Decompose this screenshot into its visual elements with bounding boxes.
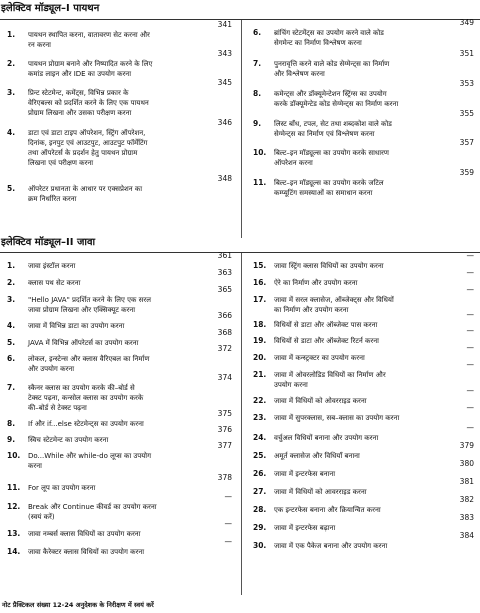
entry-number: 20.	[253, 353, 267, 362]
column-divider	[241, 20, 242, 238]
entry-text: "Hello JAVA" प्रदर्शित करने के लिए एक सरल जावा प्रोग्राम लिखना और एक्सिक्यूट करना	[28, 296, 151, 314]
entry-page: 376	[217, 425, 232, 434]
entry-text: जावा में सरल क्लासेज, ऑब्जेक्ट्स और विधियों का निर्माण और उपयोग करना	[274, 296, 394, 314]
entry-number: 6.	[7, 354, 16, 363]
entry-page: 375	[217, 409, 232, 418]
java-left-column	[0, 253, 238, 595]
entry-text: For लूप का उपयोग करना	[28, 484, 96, 492]
entry-text: पायथन स्थापित करना, वातावरण सेट करना और रन करना	[28, 31, 150, 49]
entry-number: 16.	[253, 278, 267, 287]
section-title: इलेक्टिव मॉड्यूल–I पायथन	[1, 3, 100, 14]
entry-page: 343	[217, 49, 232, 58]
entry-number: 11.	[7, 483, 21, 492]
entry-text: If और if...else स्टेटमेन्ट्स का उपयोग करना	[28, 420, 144, 428]
entry-text: JAVA में विभिन्न ऑपरेटर्स का उपयोग करना	[28, 339, 139, 347]
python-left-column	[0, 20, 238, 238]
entry-text: जावा इंस्टॉल करना	[28, 262, 76, 270]
entry-page: 351	[459, 49, 474, 58]
entry-page: 357	[459, 138, 474, 147]
entry-number: 26.	[253, 469, 267, 478]
entry-text: अमूर्त क्लासेज और विधियाँ बनाना	[274, 452, 360, 460]
entry-page: —	[466, 386, 474, 395]
entry-number: 27.	[253, 487, 267, 496]
entry-page: 346	[217, 118, 232, 127]
entry-text: जावा में विभिन्न डाटा का उपयोग करना	[28, 322, 125, 330]
entry-number: 19.	[253, 336, 267, 345]
entry-page: 384	[459, 531, 474, 540]
entry-page: 374	[217, 373, 232, 382]
entry-number: 28.	[253, 505, 267, 514]
entry-text: बिल्ट–इन मॉड्यूल्स का उपयोग करके जटिल कम्प्यूटिंग समस्याओं का समाधान करना	[274, 179, 384, 197]
entry-page: —	[466, 403, 474, 412]
entry-text: जावा में सुपरक्लास, सब–क्लास का उपयोग करना	[274, 414, 400, 422]
entry-number: 11.	[253, 178, 267, 187]
entry-number: 9.	[7, 435, 16, 444]
entry-page: 366	[217, 311, 232, 320]
entry-number: 1.	[7, 261, 16, 270]
entry-text: ब्रांचिंग स्टेटमेंट्स का उपयोग करने वाले कोड सेगमेन्ट का निर्माण विश्लेषण करना	[274, 29, 384, 47]
entry-number: 8.	[7, 419, 16, 428]
entry-page: 377	[217, 441, 232, 450]
entry-text: जावा में इन्टरफेस बढ़ाना	[274, 524, 336, 532]
entry-text: Break और Continue कीवर्ड का उपयोग करना (स्वयं करें)	[28, 503, 157, 521]
entry-number: 4.	[7, 321, 16, 330]
entry-text: एक इन्टरफेस बनाना और क्रियान्वित करना	[274, 506, 381, 514]
entry-page: —	[466, 343, 474, 352]
section-java	[0, 236, 480, 598]
entry-page: 361	[217, 251, 232, 260]
entry-number: 6.	[253, 28, 262, 37]
entry-text: जावा स्ट्रिंग क्लास विधियों का उपयोग करना	[274, 262, 384, 270]
entry-text: ऐरे का निर्माण और उपयोग करना	[274, 279, 358, 287]
entry-text: क्लास पथ सेट करना	[28, 279, 81, 287]
entry-text: जावा में विधियों को ओवरराइड करना	[274, 397, 367, 405]
entry-number: 2.	[7, 278, 16, 287]
entry-number: 10.	[253, 148, 267, 157]
entry-text: जावा में कन्स्ट्रक्टर का उपयोग करना	[274, 354, 365, 362]
entry-page: 348	[217, 174, 232, 183]
entry-number: 13.	[7, 529, 21, 538]
entry-number: 12.	[7, 502, 21, 511]
entry-text: Do...While और while-do लूप्स का उपयोग करना	[28, 452, 152, 470]
entry-number: 23.	[253, 413, 267, 422]
entry-text: डाटा एवं डाटा टाइप ऑपरेशन, स्ट्रिंग ऑपरेशन, दिनांक, इनपुट एवं आउटपुट, आउटपुट फॉर्मेटिंग तथा ऑपरेटर्स के प्रदर्शन हेतु पायथन प्रोग्राम लिखना एवं परीक्षण करना	[28, 129, 148, 167]
footnote: नोट प्रैक्टिकल संख्या 12-24 अनुदेशक के निरीक्षण में स्वयं करें	[2, 601, 154, 609]
entry-number: 21.	[253, 370, 267, 379]
entry-text: ऑपरेटर प्रधानता के आधार पर एक्सप्रेशन का क्रम निर्धारित करना	[28, 185, 143, 203]
entry-page: —	[466, 251, 474, 260]
entry-number: 1.	[7, 30, 16, 39]
entry-page: —	[466, 360, 474, 369]
entry-text: जावा में विधियों को आवरराइड करना	[274, 488, 367, 496]
entry-number: 4.	[7, 128, 16, 137]
entry-text: पायथन प्रोग्राम बनाने और निष्पादित करने के लिए कमांड लाइन और IDE का उपयोग करना	[28, 60, 153, 78]
entry-number: 15.	[253, 261, 267, 270]
entry-page: 365	[217, 285, 232, 294]
entry-page: 382	[459, 495, 474, 504]
entry-page: 353	[459, 79, 474, 88]
entry-page: 383	[459, 513, 474, 522]
entry-number: 18.	[253, 320, 267, 329]
entry-number: 25.	[253, 451, 267, 460]
entry-text: पुनरावृत्ति करने वाले कोड सेग्मेन्ट्स का निर्माण और विश्लेषण करना	[274, 60, 390, 78]
entry-page: 349	[459, 18, 474, 27]
entry-number: 2.	[7, 59, 16, 68]
entry-number: 24.	[253, 433, 267, 442]
entry-text: जावा में इन्टरफेस बनाना	[274, 470, 336, 478]
entry-page: 368	[217, 328, 232, 337]
entry-number: 17.	[253, 295, 267, 304]
entry-page: 341	[217, 20, 232, 29]
entry-page: 379	[459, 441, 474, 450]
entry-number: 14.	[7, 547, 21, 556]
entry-text: वर्चुअल विधियों बनाना और उपयोग करना	[274, 434, 379, 442]
entry-page: 345	[217, 78, 232, 87]
entry-text: जावा कैरेक्टर क्लास विधियों का उपयोग करना	[28, 548, 145, 556]
entry-text: विधियों से डाटा और ऑब्जेक्ट पास करना	[274, 321, 378, 329]
entry-page: —	[224, 492, 232, 501]
entry-page: 381	[459, 477, 474, 486]
entry-text: जावा में ओवरलोडिड विधियों का निर्माण और उपयोग करना	[274, 371, 386, 389]
python-right-column	[246, 12, 480, 238]
entry-text: लिस्ट बाँध, टपल, सेट तथा शब्दकोश वाले कोड सेग्मेन्ट्स का निर्माण एवं विश्लेषण करना	[274, 120, 392, 138]
section-title: इलेक्टिव मॉड्यूल–II जावा	[1, 237, 96, 248]
entry-page: 363	[217, 268, 232, 277]
entry-text: कमेन्ट्स और डॉक्यूमेन्टेशन स्ट्रिंग्स का उपयोग करके डॉक्यूमेन्टेड कोड सेग्मेन्ट्स का निर्माण करना	[274, 90, 399, 108]
entry-page: —	[466, 326, 474, 335]
entry-number: 7.	[7, 383, 16, 392]
entry-page: —	[224, 537, 232, 546]
entry-text: स्कैनर क्लास का उपयोग करके की–बोर्ड से टेक्स्ट पढ़ना, कन्सोल क्लास का उपयोग करके की–बोर्ड से टेक्स्ट पढ़ना	[28, 384, 144, 412]
entry-page: 380	[459, 459, 474, 468]
section-python	[0, 2, 480, 238]
java-right-column	[246, 253, 480, 595]
entry-page: 378	[217, 473, 232, 482]
entry-page: —	[466, 285, 474, 294]
entry-text: बिल्ट–इन मॉड्यूल्स का उपयोग करके साधारण ऑपरेशन करना	[274, 149, 389, 167]
entry-text: स्विच स्टेटमेन्ट का उपयोग करना	[28, 436, 109, 444]
entry-page: —	[466, 423, 474, 432]
entry-number: 3.	[7, 88, 16, 97]
entry-text: लोकल, इन्स्टेन्स और क्लास वैरिएबल का निर्माण और उपयोग करना	[28, 355, 150, 373]
entry-number: 5.	[7, 184, 16, 193]
entry-text: प्रिन्ट स्टेटमेन्ट, कमेंट्स, विभिन्न प्रकार के वेरिएबल्स को प्रदर्शित करने के लिए एक पायथन प्रोग्राम लिखना और उसका परीक्षण करना	[28, 89, 149, 117]
entry-number: 10.	[7, 451, 21, 460]
entry-page: 372	[217, 344, 232, 353]
entry-number: 9.	[253, 119, 262, 128]
entry-page: 355	[459, 109, 474, 118]
entry-number: 3.	[7, 295, 16, 304]
entry-number: 29.	[253, 523, 267, 532]
entry-page: —	[466, 268, 474, 277]
entry-number: 8.	[253, 89, 262, 98]
entry-page: —	[224, 519, 232, 528]
entry-text: विधियों से डाटा और ऑब्जेक्ट रिटर्न करना	[274, 337, 379, 345]
entry-page: —	[466, 310, 474, 319]
entry-number: 30.	[253, 541, 267, 550]
entry-number: 7.	[253, 59, 262, 68]
entry-number: 5.	[7, 338, 16, 347]
entry-page: 359	[459, 168, 474, 177]
entry-text: जावा में एक पैकेज बनाना और उपयोग करना	[274, 542, 388, 550]
entry-number: 22.	[253, 396, 267, 405]
entry-text: जावा नम्बर्स क्लास विधियों का उपयोग करना	[28, 530, 141, 538]
column-divider	[241, 253, 242, 595]
